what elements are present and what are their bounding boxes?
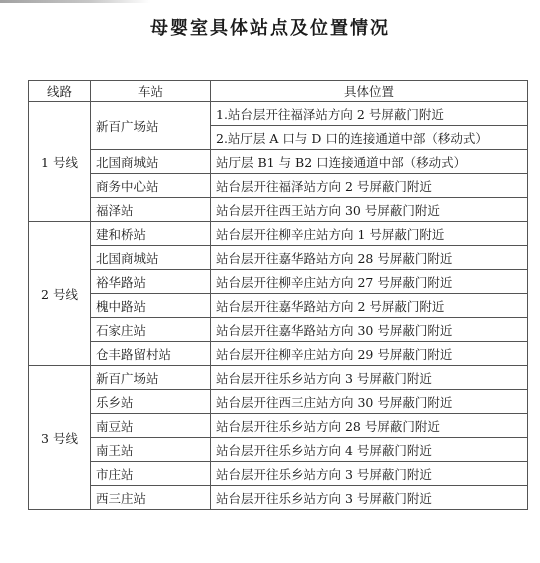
station-cell: 仓丰路留村站: [91, 342, 211, 366]
location-cell: 1.站台层开往福泽站方向 2 号屏蔽门附近: [211, 102, 528, 126]
table-row: [29, 390, 528, 414]
location-cell: 站台层开往嘉华路站方向 2 号屏蔽门附近: [211, 294, 528, 318]
station-cell: 北国商城站: [91, 246, 211, 270]
line-cell: 2 号线: [29, 222, 91, 366]
location-cell: 站台层开往乐乡站方向 4 号屏蔽门附近: [211, 438, 528, 462]
location-cell: 站台层开往乐乡站方向 3 号屏蔽门附近: [211, 366, 528, 390]
location-cell: 站台层开往乐乡站方向 3 号屏蔽门附近: [211, 462, 528, 486]
table-row: [29, 270, 528, 294]
station-cell: 市庄站: [91, 462, 211, 486]
station-cell: 南豆站: [91, 414, 211, 438]
location-cell: 2.站厅层 A 口与 D 口的连接通道中部（移动式）: [211, 126, 528, 150]
location-cell: 站台层开往乐乡站方向 28 号屏蔽门附近: [211, 414, 528, 438]
station-cell: 乐乡站: [91, 390, 211, 414]
nursing-room-table: [28, 80, 528, 510]
location-cell: 站台层开往嘉华路站方向 30 号屏蔽门附近: [211, 318, 528, 342]
table-row: [29, 318, 528, 342]
station-cell: 福泽站: [91, 198, 211, 222]
station-cell: 裕华路站: [91, 270, 211, 294]
table-row: [29, 414, 528, 438]
table-row: [29, 486, 528, 510]
table-row: [29, 174, 528, 198]
table-row: [29, 246, 528, 270]
table-body: [29, 102, 528, 510]
station-cell: 北国商城站: [91, 150, 211, 174]
station-cell: 石家庄站: [91, 318, 211, 342]
location-cell: 站台层开往柳辛庄站方向 29 号屏蔽门附近: [211, 342, 528, 366]
station-cell: 新百广场站: [91, 102, 211, 150]
station-cell: 商务中心站: [91, 174, 211, 198]
location-cell: 站厅层 B1 与 B2 口连接通道中部（移动式）: [211, 150, 528, 174]
location-cell: 站台层开往嘉华路站方向 28 号屏蔽门附近: [211, 246, 528, 270]
table-header-row: [29, 81, 528, 102]
table-row: [29, 462, 528, 486]
station-cell: 南王站: [91, 438, 211, 462]
location-cell: 站台层开往西王站方向 30 号屏蔽门附近: [211, 198, 528, 222]
location-cell: 站台层开往乐乡站方向 3 号屏蔽门附近: [211, 486, 528, 510]
header-line: 线路: [29, 81, 91, 102]
page-title: 母婴室具体站点及位置情况: [150, 18, 390, 39]
location-cell: 站台层开往西三庄站方向 30 号屏蔽门附近: [211, 390, 528, 414]
station-cell: 建和桥站: [91, 222, 211, 246]
line-cell: 1 号线: [29, 102, 91, 222]
table-row: [29, 366, 528, 390]
table-row: [29, 294, 528, 318]
station-cell: 新百广场站: [91, 366, 211, 390]
header-location: 具体位置: [211, 81, 528, 102]
table-row: [29, 222, 528, 246]
location-cell: 站台层开往柳辛庄站方向 27 号屏蔽门附近: [211, 270, 528, 294]
table-row: [29, 342, 528, 366]
table-row: [29, 198, 528, 222]
table-row: [29, 150, 528, 174]
line-cell: 3 号线: [29, 366, 91, 510]
header-station: 车站: [91, 81, 211, 102]
location-cell: 站台层开往福泽站方向 2 号屏蔽门附近: [211, 174, 528, 198]
station-cell: 西三庄站: [91, 486, 211, 510]
table-row: [29, 438, 528, 462]
table-row: [29, 102, 528, 126]
station-cell: 槐中路站: [91, 294, 211, 318]
location-cell: 站台层开往柳辛庄站方向 1 号屏蔽门附近: [211, 222, 528, 246]
scan-edge-mark: [0, 0, 150, 3]
